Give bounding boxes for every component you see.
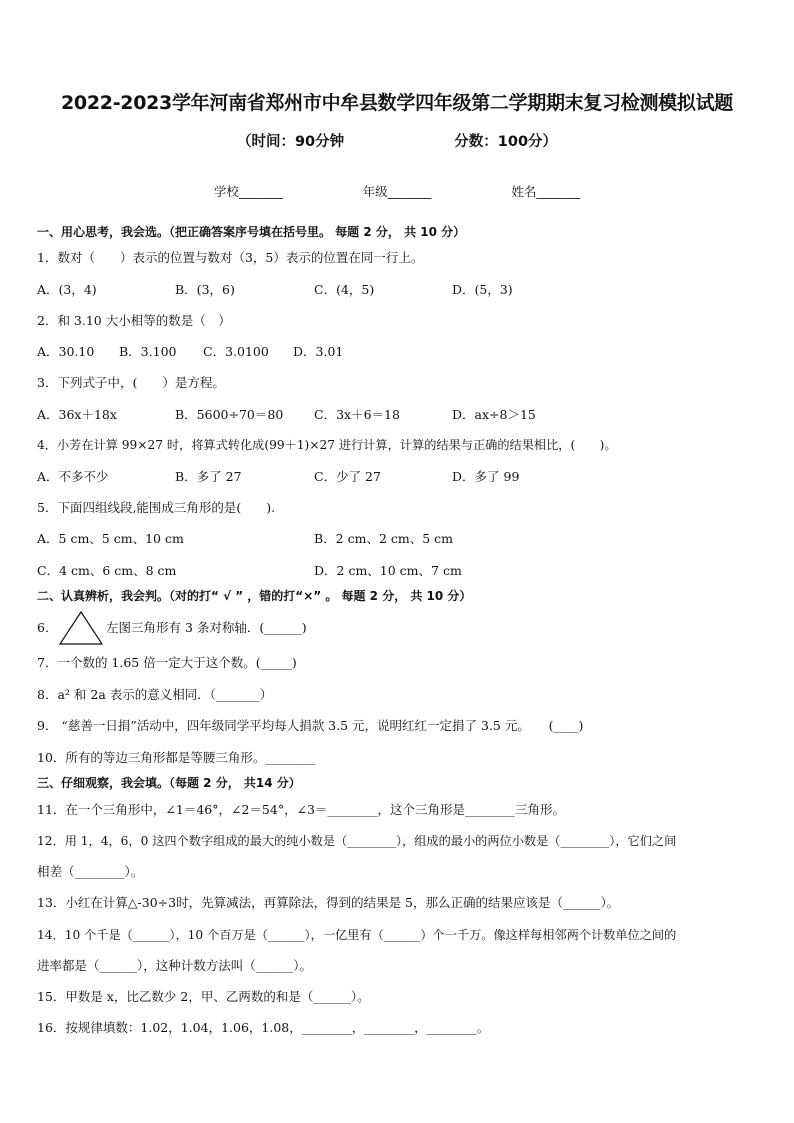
option-a[interactable]: A．不多不少 bbox=[37, 469, 109, 484]
question-12-line-2: 相差（________）。 bbox=[37, 864, 144, 879]
option-b[interactable]: B．2 cm、2 cm、5 cm bbox=[314, 531, 454, 546]
option-b[interactable]: B．多了 27 bbox=[175, 469, 242, 484]
question-4: 4．小芳在计算 99×27 时，将算式转化成(99＋1)×27 进行计算，计算的结果与正确的结果相比，( )。 bbox=[37, 438, 617, 452]
question-2: 2．和 3.10 大小相等的数是（ ） bbox=[37, 313, 231, 328]
option-b[interactable]: B．5600÷70＝80 bbox=[175, 407, 284, 422]
student-info bbox=[0, 182, 794, 200]
question-7: 7．一个数的 1.65 倍一定大于这个数。(_____) bbox=[37, 655, 297, 670]
option-c[interactable]: C．4 cm、6 cm、8 cm bbox=[37, 563, 177, 578]
option-c[interactable]: C．3.0100 bbox=[203, 344, 269, 359]
question-8: 8．a² 和 2a 表示的意义相同．（_______） bbox=[37, 687, 273, 702]
option-d[interactable]: D．(5，3) bbox=[452, 282, 513, 297]
option-a[interactable]: A．30.10 bbox=[37, 344, 95, 359]
section-heading-2: 二、认真辨析，我会判。（对的打“ √ ” ，错的打“×” 。 每题 2 分， 共 10 分） bbox=[37, 589, 472, 603]
option-c[interactable]: C．(4，5) bbox=[314, 282, 375, 297]
total-score: 分数：100分） bbox=[454, 134, 558, 150]
question-9: 9． “慈善一日捐”活动中，四年级同学平均每人捐款 3.5 元，说明红红一定捐了 3.5 元。 (____) bbox=[37, 718, 584, 733]
section-heading-3: 三、仔细观察，我会填。（每题 2 分， 共14 分） bbox=[37, 776, 301, 790]
option-a[interactable]: A．(3，4) bbox=[37, 282, 97, 297]
question-13: 13．小红在计算△-30÷3时，先算减法，再算除法，得到的结果是 5，那么正确的结果应该是（______）。 bbox=[37, 895, 620, 910]
option-a[interactable]: A．5 cm、5 cm、10 cm bbox=[37, 531, 184, 546]
question-6: 左图三角形有 3 条对称轴．(______) bbox=[106, 620, 307, 635]
option-b[interactable]: B．3.100 bbox=[119, 344, 177, 359]
option-c[interactable]: C．少了 27 bbox=[314, 469, 381, 484]
question-3: 3．下列式子中，( ）是方程。 bbox=[37, 375, 225, 390]
question-16: 16．按规律填数：1.02，1.04，1.06，1.08，________，________，________。 bbox=[37, 1020, 490, 1035]
option-d[interactable]: D．2 cm、10 cm、7 cm bbox=[314, 563, 462, 578]
question-12-line-1: 12．用 1，4，6，0 这四个数字组成的最大的纯小数是（________），组成的最小的两位小数是（________），它们之间 bbox=[37, 834, 677, 848]
question-14-line-1: 14．10 个千是（______），10 个百万是（______），一亿里有（______）个一千万。像这样每相邻两个计数单位之间的 bbox=[37, 928, 677, 942]
exam-meta bbox=[0, 130, 794, 151]
question-1: 1．数对（ ）表示的位置与数对（3，5）表示的位置在同一行上。 bbox=[37, 250, 424, 265]
time-limit: （时间：90分钟 bbox=[236, 134, 345, 150]
name-field[interactable]: 姓名_______ bbox=[511, 184, 581, 199]
question-15: 15．甲数是 x，比乙数少 2，甲、乙两数的和是（______）。 bbox=[37, 989, 370, 1004]
option-b[interactable]: B．(3，6) bbox=[175, 282, 235, 297]
triangle-figure bbox=[58, 610, 104, 646]
question-5: 5．下面四组线段,能围成三角形的是( ). bbox=[37, 500, 276, 515]
page-title: 2022-2023学年河南省郑州市中牟县数学四年级第二学期期末复习检测模拟试题 bbox=[61, 92, 733, 114]
question-10: 10．所有的等边三角形都是等腰三角形。________ bbox=[37, 750, 316, 765]
option-c[interactable]: C．3x＋6＝18 bbox=[314, 407, 400, 422]
question-11: 11．在一个三角形中，∠1＝46°，∠2＝54°，∠3＝________，这个三角形是________三角形。 bbox=[37, 802, 565, 817]
question-14-line-2: 进率都是（______），这种计数方法叫（______）。 bbox=[37, 958, 313, 973]
option-d[interactable]: D．3.01 bbox=[293, 344, 344, 359]
school-field[interactable]: 学校_______ bbox=[213, 184, 283, 199]
question-6-number: 6． bbox=[37, 620, 58, 635]
section-heading-1: 一、用心思考，我会选。（把正确答案序号填在括号里。 每题 2 分， 共 10 分） bbox=[37, 225, 466, 239]
grade-field[interactable]: 年级_______ bbox=[362, 184, 432, 199]
option-d[interactable]: D．多了 99 bbox=[452, 469, 520, 484]
option-a[interactable]: A．36x＋18x bbox=[37, 407, 117, 422]
option-d[interactable]: D．ax÷8＞15 bbox=[452, 407, 536, 422]
